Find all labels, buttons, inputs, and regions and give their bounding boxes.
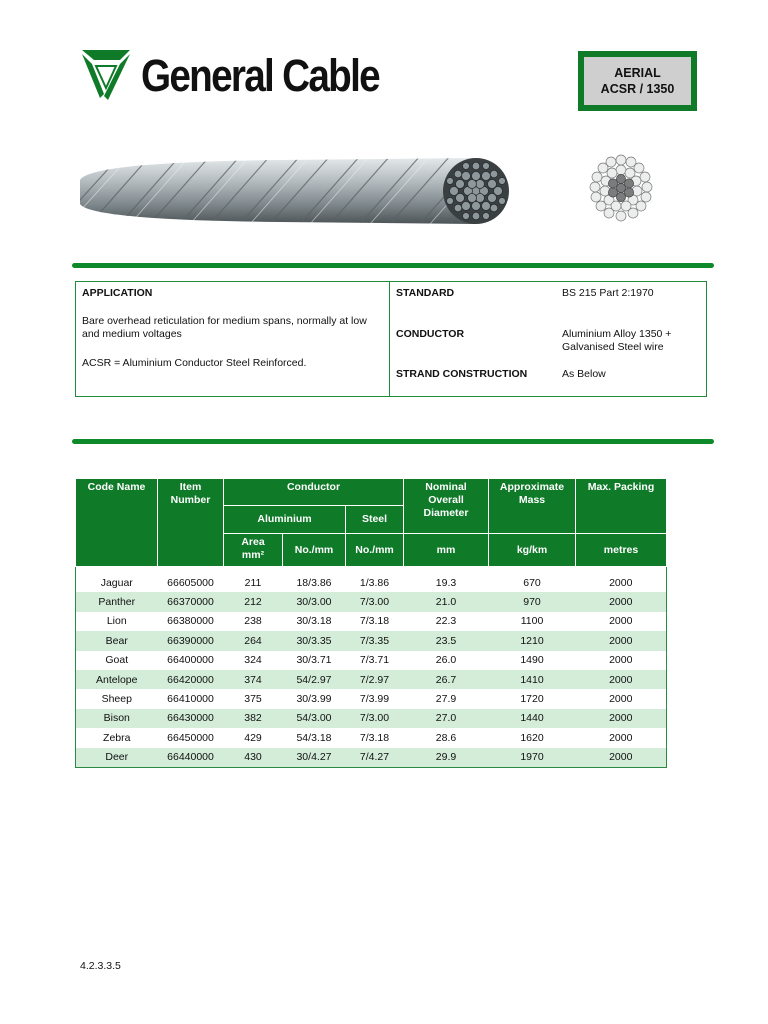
cell-alu: 18/3.86 [296,576,332,589]
cable-spec-table [75,478,667,768]
cell-area: 238 [244,615,262,628]
cell-alu: 54/2.97 [283,670,346,689]
cell-pack: 2000 [576,612,667,631]
header-packing-unit: metres [576,534,667,567]
conductor-value-line2: Galvanised Steel wire [562,341,664,353]
cell-pack: 2000 [576,728,667,747]
header-max-packing: Max. Packing [576,479,667,534]
cell-pack: 2000 [576,709,667,728]
cell-steel: 7/3.18 [359,615,390,628]
header-diameter-line2: Overall [428,494,464,506]
cell-area: 211 [244,576,262,589]
header-area [224,534,283,567]
cell-steel: 7/3.35 [346,631,404,650]
cell-code: Bison [76,709,158,728]
info-box-divider [389,281,390,397]
cell-code: Sheep [76,689,158,708]
cell-item: 66430000 [158,709,224,728]
cell-item: 66450000 [167,731,214,744]
header-diameter-unit: mm [404,534,489,567]
table-row [76,670,667,689]
cell-area: 324 [244,654,262,667]
cell-area: 374 [224,670,283,689]
cell-mass: 1440 [489,709,576,728]
header-mass-line1: Approximate [499,481,565,493]
cell-diam: 29.9 [404,748,489,768]
cell-item: 66380000 [167,615,214,628]
product-tag-line1: AERIAL [614,66,661,80]
cell-alu: 30/3.99 [296,693,332,706]
cell-alu: 30/3.71 [296,654,332,667]
cell-area: 430 [224,748,283,768]
cell-item: 66400000 [167,654,214,667]
cell-code: Zebra [76,728,158,747]
table-body [76,573,667,767]
cell-code: Goat [76,651,158,670]
cell-mass: 1620 [520,731,544,744]
cell-diam: 28.6 [435,731,457,744]
product-tag [584,57,691,105]
cell-pack: 2000 [576,631,667,650]
cell-area: 375 [244,693,262,706]
cell-code: Panther [76,592,158,611]
acsr-cable-side-view [80,152,510,232]
cell-mass: 1490 [520,654,544,667]
cell-code: Bear [76,631,158,650]
cell-alu: 54/3.00 [283,709,346,728]
strand-construction-label: STRAND CONSTRUCTION [396,368,528,380]
header-code-name: Code Name [76,479,158,567]
application-label: APPLICATION [82,287,153,299]
cell-code: Lion [76,612,158,631]
cell-alu: 54/3.18 [296,731,332,744]
acsr-definition: ACSR = Aluminium Conductor Steel Reinforced. [82,357,307,369]
cell-pack: 2000 [576,670,667,689]
table-row [76,748,667,768]
cell-pack: 2000 [576,573,667,592]
application-text: Bare overhead reticulation for medium spans, normally at low and medium voltages [82,315,367,340]
header-item-line1: Item [179,481,202,493]
cell-mass: 1410 [489,670,576,689]
cell-mass: 970 [489,592,576,611]
cell-code: Antelope [76,670,158,689]
cell-item: 66410000 [167,693,214,706]
header-diameter-line1: Nominal [425,481,467,493]
cell-mass: 1100 [520,615,544,628]
acsr-cable-cross-section [584,154,658,224]
header-aluminium-strands: No./mm [283,534,346,567]
header-steel: Steel [346,506,404,534]
cell-code: Deer [76,748,158,768]
header-aluminium: Aluminium [224,506,346,534]
cell-diam: 27.9 [435,693,457,706]
conductor-value-line1: Aluminium Alloy 1350 + [562,328,672,340]
cell-item: 66440000 [158,748,224,768]
header-steel-strands: No./mm [346,534,404,567]
cell-steel: 7/3.00 [346,709,404,728]
table-row [76,689,667,708]
cell-area: 429 [244,731,262,744]
header-mass-unit: kg/km [489,534,576,567]
table-row [76,631,667,650]
standard-label: STANDARD [396,287,455,299]
header-item-number [158,479,224,567]
cell-diam: 27.0 [404,709,489,728]
cell-pack: 2000 [576,689,667,708]
cell-area: 264 [224,631,283,650]
header-mass [489,479,576,534]
cell-pack: 2000 [576,748,667,768]
conductor-label: CONDUCTOR [396,328,465,340]
cell-diam: 26.0 [435,654,457,667]
cell-alu: 30/4.27 [283,748,346,768]
strand-construction-value: As Below [562,368,606,380]
product-tag-line2: ACSR / 1350 [600,82,675,96]
header-conductor: Conductor [224,479,404,506]
conductor-value [562,328,671,354]
table-row [76,592,667,611]
cell-steel: 7/3.71 [359,654,390,667]
cell-area: 212 [224,592,283,611]
company-name: General Cable [141,50,379,101]
cell-code: Jaguar [76,573,158,592]
header-diameter-line3: Diameter [423,507,469,519]
cell-steel: 7/3.99 [359,693,390,706]
table-row [76,709,667,728]
cell-diam: 23.5 [404,631,489,650]
header-area-line1: Area [241,536,265,548]
section-divider [72,439,714,444]
header-mass-line2: Mass [518,494,546,506]
cell-diam: 21.0 [404,592,489,611]
cell-diam: 22.3 [435,615,457,628]
cell-mass: 1720 [520,693,544,706]
cell-mass: 1970 [489,748,576,768]
table-row [76,573,667,592]
header-item-line2: Number [170,494,211,506]
cell-steel: 7/3.00 [346,592,404,611]
cell-steel: 7/2.97 [346,670,404,689]
section-divider [72,263,714,268]
cell-diam: 26.7 [404,670,489,689]
cell-mass: 670 [523,576,541,589]
cell-pack: 2000 [576,651,667,670]
document-code: 4.2.3.3.5 [80,960,121,972]
cell-item: 66420000 [158,670,224,689]
cell-alu: 30/3.35 [283,631,346,650]
cell-steel: 1/3.86 [359,576,390,589]
cell-alu: 30/3.00 [283,592,346,611]
table-row [76,612,667,631]
cell-diam: 19.3 [435,576,457,589]
header-area-line2: mm² [241,549,265,561]
cell-steel: 7/4.27 [346,748,404,768]
cell-pack: 2000 [576,592,667,611]
table-row [76,651,667,670]
cell-area: 382 [224,709,283,728]
general-cable-logo-icon [80,46,132,102]
header-diameter [404,479,489,534]
cell-item: 66370000 [158,592,224,611]
cell-item: 66605000 [167,576,214,589]
cell-steel: 7/3.18 [359,731,390,744]
standard-value: BS 215 Part 2:1970 [562,287,654,299]
cell-mass: 1210 [489,631,576,650]
cell-item: 66390000 [158,631,224,650]
cell-alu: 30/3.18 [296,615,332,628]
table-row [76,728,667,747]
